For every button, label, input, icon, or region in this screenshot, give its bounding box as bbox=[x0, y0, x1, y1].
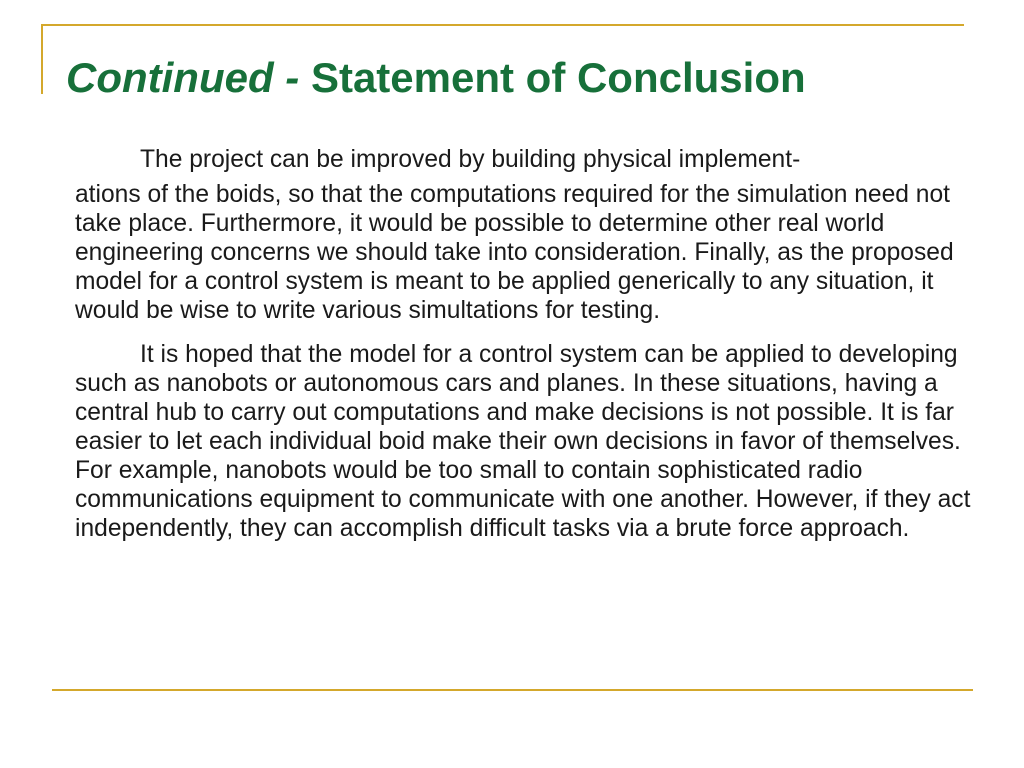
slide-body bbox=[75, 145, 987, 543]
paragraph-1-first-line: The project can be improved by building physical implement- bbox=[140, 146, 801, 173]
title-continued-label: Continued - bbox=[66, 54, 300, 101]
title-main-label: Statement of Conclusion bbox=[310, 54, 806, 101]
frame-bottom-rule bbox=[52, 689, 973, 691]
frame-left-rule bbox=[41, 24, 43, 94]
paragraph-1-body: ations of the boids, so that the computations required for the simulation need not take place. Furthermore, it would be possible to determine other real world engineering concerns we should take into consideration. Finally, as the proposed model for a control system is meant to be applied generically to any situation, it would be wise to write various simultations for testing. bbox=[75, 181, 954, 324]
slide-title bbox=[66, 52, 806, 104]
paragraph-2: It is hoped that the model for a control system can be applied to developing such as nanobots or autonomous cars and planes. In these situations, having a central hub to carry out computations and make decisions is not possible. It is far easier to let each individual boid make their own decisions in favor of themselves. For example, nanobots would be too small to contain sophisticated radio communications equipment to communicate with one another. However, if they act independently, they can accomplish difficult tasks via a brute force approach. bbox=[75, 341, 971, 542]
frame-top-rule bbox=[41, 24, 964, 26]
